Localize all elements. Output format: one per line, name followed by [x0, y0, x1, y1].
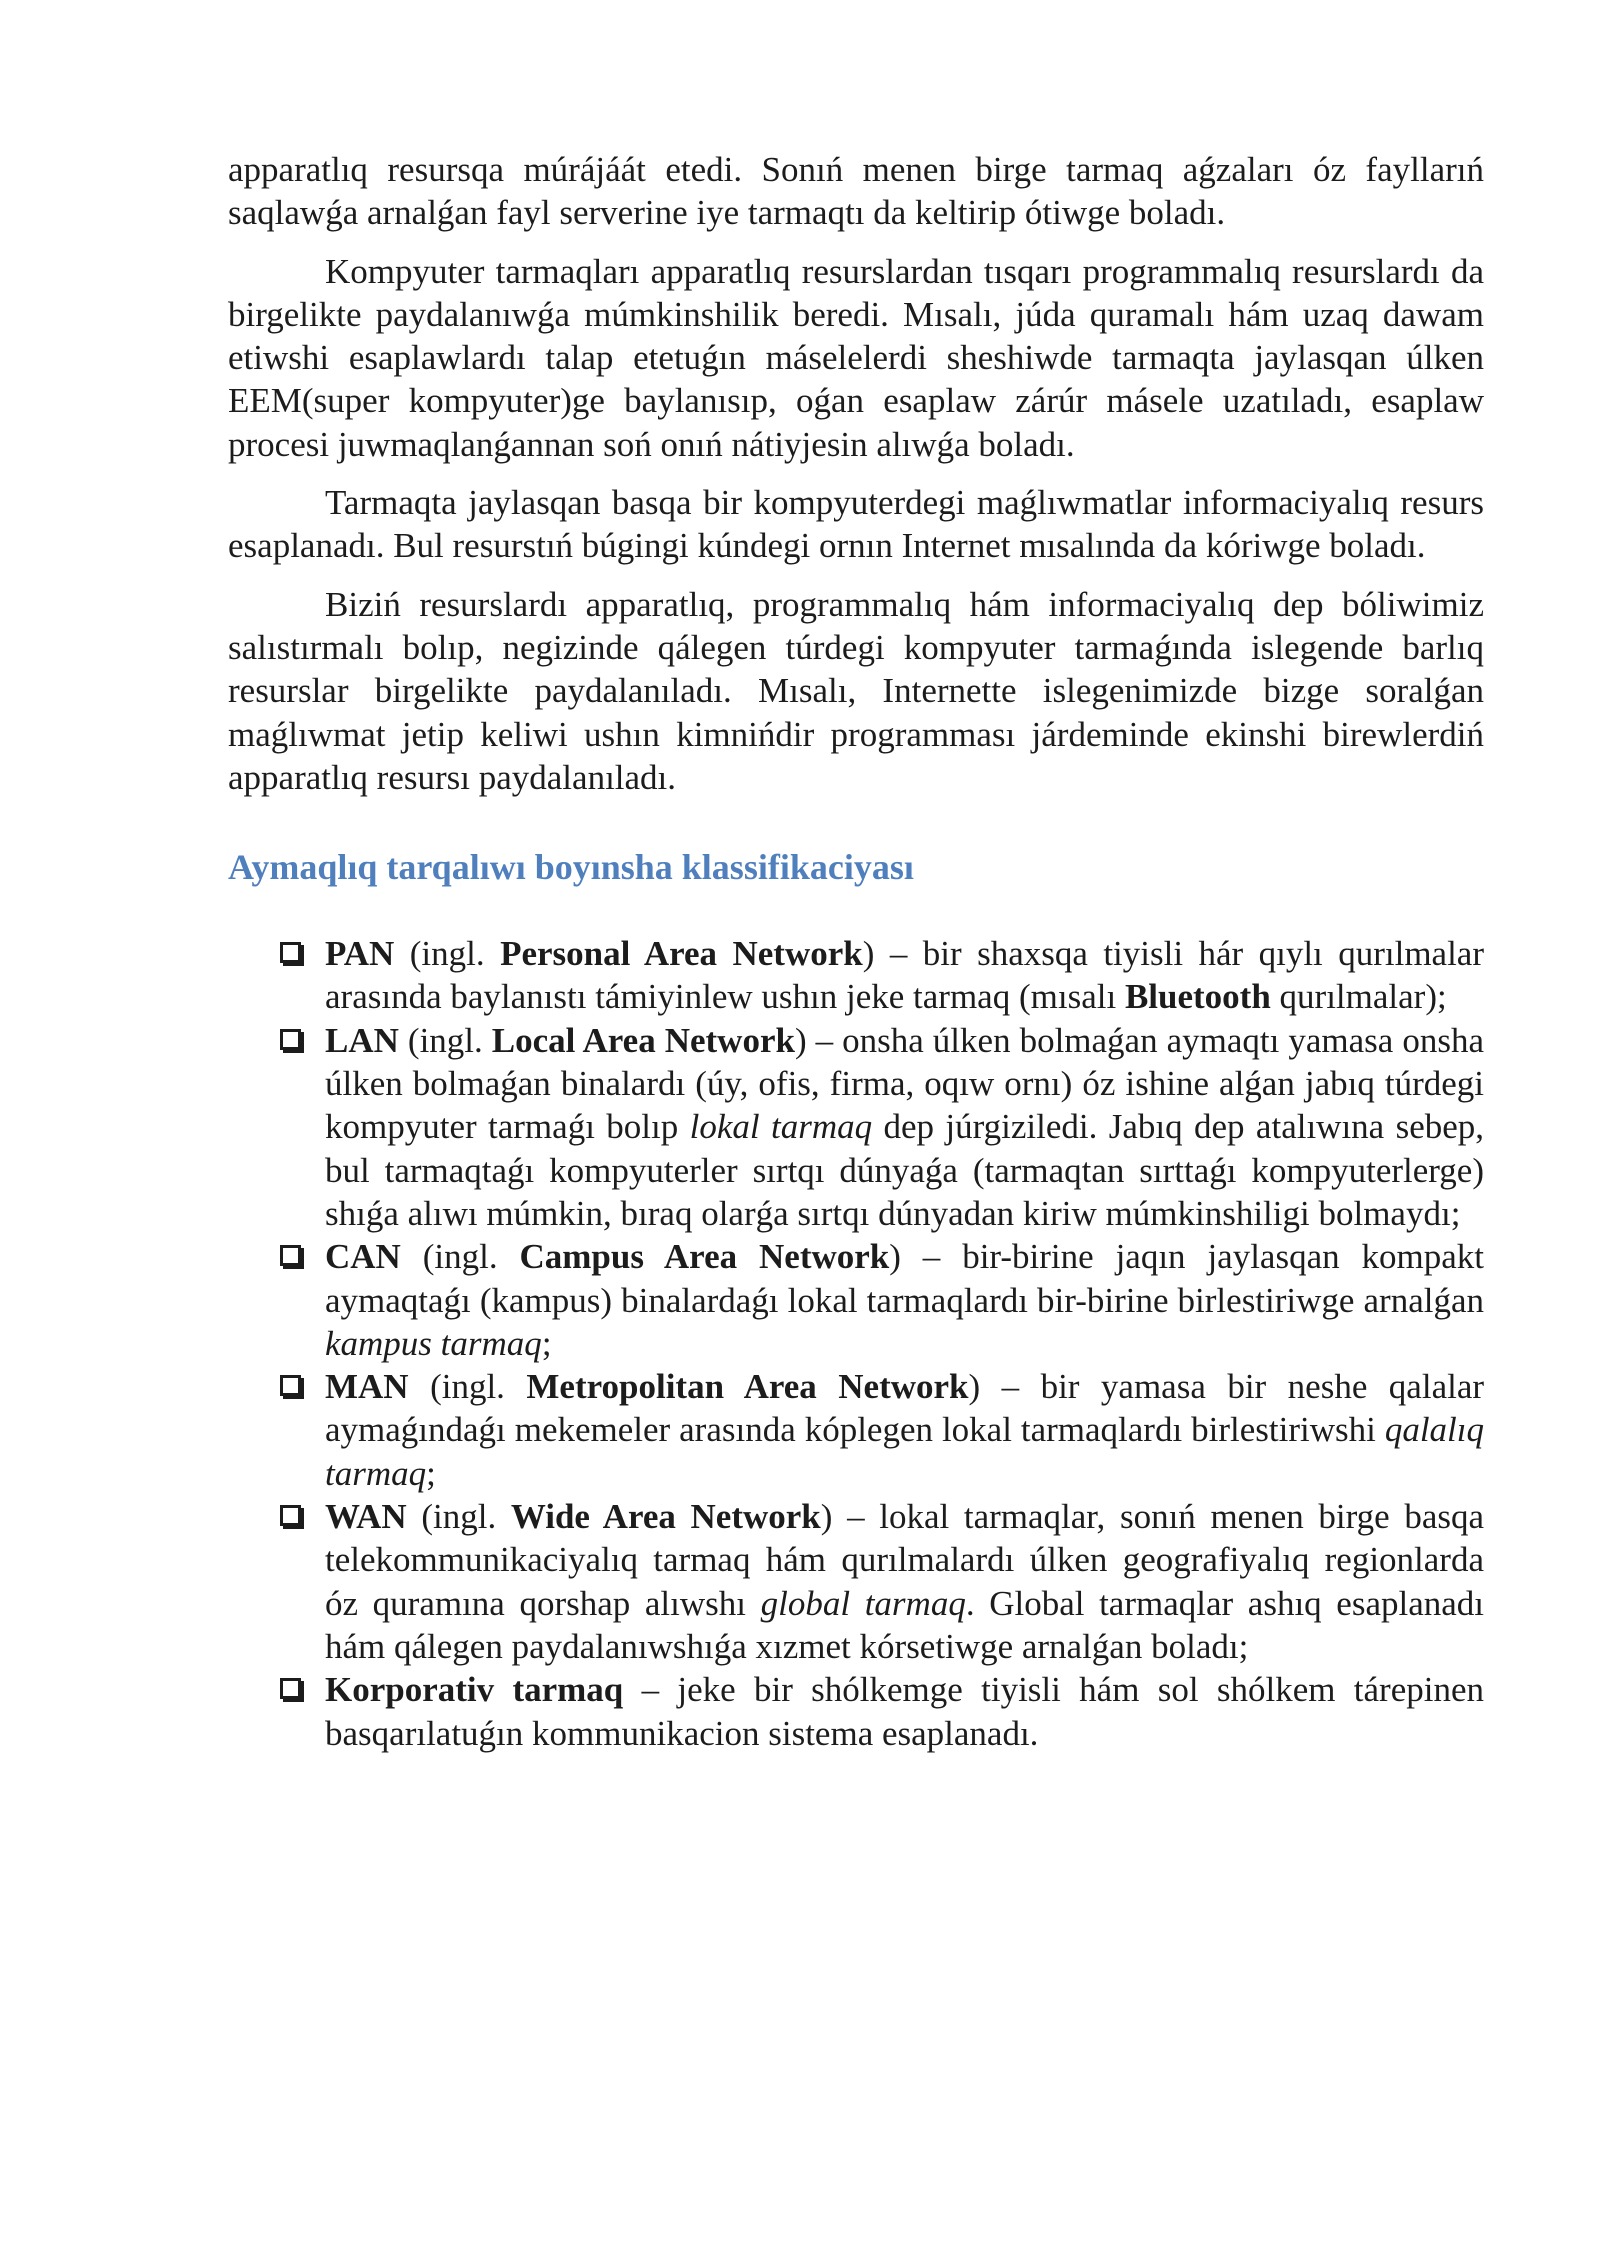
document-page: [228, 148, 1484, 1755]
term-full-name: Campus Area Network: [519, 1237, 890, 1277]
term-abbr: Korporativ tarmaq: [325, 1670, 624, 1710]
list-item-can: [228, 1235, 1484, 1365]
list-item-man: [228, 1365, 1484, 1495]
ingl-text: (ingl.: [409, 934, 485, 974]
list-item-lan: [228, 1019, 1484, 1235]
term-description: – jeke bir shólkemge tiyisli hám sol shólkem tárepinen basqarılatuǵın kommunikacion sistema esaplanadı.: [325, 1670, 1485, 1753]
term-full-name: Local Area Network: [491, 1020, 795, 1060]
term-description: ) – bir yamasa bir neshe qalalar aymaǵındaǵı mekemeler arasında kóplegen lokal tarmaqlardı birlestiriwshi: [325, 1367, 1485, 1450]
term-description: ) – bir-birine jaqın jaylasqan kompakt aymaqtaǵı (kampus) binalardaǵı lokal tarmaqlardı bir-birine birlestiriwge arnalǵan: [325, 1237, 1484, 1320]
term-full-name: Personal Area Network: [500, 934, 863, 974]
section-heading: Aymaqlıq tarqalıwı boyınsha klassifikaciyası: [228, 847, 914, 888]
list-item-corporate: [228, 1668, 1484, 1755]
term-description: dep júrgiziledi. Jabıq dep atalıwına sebep, bul tarmaqtaǵı kompyuterler sırtqı dúnyaǵa (tarmaqtan sırttaǵı kompyuterlerge) shıǵa alıwı múmkin, bıraq olarǵa sırtqı dúnyadan kiriw múmkinshiligi bolmaydı;: [325, 1107, 1485, 1233]
term-italic: lokal tarmaq: [689, 1107, 873, 1147]
term-description: ;: [541, 1323, 552, 1363]
term-abbr: CAN: [325, 1237, 401, 1277]
term-abbr: PAN: [325, 934, 395, 974]
term-description: ;: [426, 1453, 436, 1493]
list-item-wan: [228, 1495, 1484, 1668]
checkbox-square-icon: [280, 1245, 301, 1266]
checkbox-square-icon: [280, 1505, 301, 1526]
term-full-name: Wide Area Network: [510, 1497, 821, 1537]
term-italic: kampus tarmaq: [325, 1323, 542, 1363]
term-abbr: MAN: [325, 1367, 409, 1407]
term-full-name: Metropolitan Area Network: [526, 1367, 969, 1407]
body-paragraph: apparatlıq resursqa múrájáát etedi. Sonıń menen birge tarmaq aǵzaları óz fayllarıń saqlawǵa arnalǵan fayl serverine iye tarmaqtı da keltirip ótiwge boladı.: [228, 150, 1484, 233]
term-description: ) – bir shaxsqa tiyisli hár qıylı qurılmalar arasında baylanıstı támiyinlew ushın jeke tarmaq (mısalı: [325, 934, 1484, 1017]
ingl-text: (ingl.: [430, 1367, 505, 1407]
term-description: ) – onsha úlken bolmaǵan aymaqtı yamasa onsha úlken bolmaǵan binalardı (úy, ofis, firma, oqıw ornı) óz ishine alǵan jabıq túrdegi kompyuter tarmaǵı bolıp: [325, 1020, 1484, 1147]
term-italic: qalalıq tarmaq: [325, 1410, 1484, 1493]
term-abbr: LAN: [325, 1020, 399, 1060]
term-description: qurılmalar);: [1279, 977, 1447, 1017]
ingl-text: (ingl.: [407, 1020, 483, 1060]
body-paragraph: Kompyuter tarmaqları apparatlıq resurslardan tısqarı programmalıq resurslardı da birgelikte paydalanıwǵa múmkinshilik beredi. Mısalı, júda quramalı hám uzaq dawam etiwshi esaplawlardı talap etetuǵın máselelerdi sheshiwde tarmaqta jaylasqan úlken EEM(super kompyuter)ge baylanısıp, oǵan esaplaw zárúr másele uzatıladı, esaplaw procesi juwmaqlanǵannan soń onıń nátiyjesin alıwǵa boladı.: [228, 251, 1484, 464]
checkbox-square-icon: [280, 942, 301, 963]
term-abbr: WAN: [325, 1497, 407, 1537]
checkbox-square-icon: [280, 1375, 301, 1396]
list-item-pan: [228, 932, 1484, 1019]
checkbox-square-icon: [280, 1029, 301, 1050]
term-description: ) – lokal tarmaqlar, sonıń menen birge basqa telekommunikaciyalıq tarmaq hám qurılmalardı úlken geografiyalıq regionlarda óz quramına qorshap alıwshı: [325, 1497, 1485, 1623]
ingl-text: (ingl.: [421, 1497, 497, 1537]
term-bluetooth: Bluetooth: [1124, 977, 1271, 1017]
term-italic: global tarmaq: [760, 1583, 966, 1623]
checkbox-square-icon: [280, 1678, 301, 1699]
body-paragraph: Biziń resurslardı apparatlıq, programmalıq hám informaciyalıq dep bóliwimiz salıstırmalı bolıp, negizinde qálegen túrdegi kompyuter tarmaǵında islegende barlıq resurslar birgelikte paydalanıladı. Mısalı, Internette islegenimizde bizge soralǵan maǵlıwmat jetip keliwi ushın kimnińdir programması járdeminde ekinshi birewlerdiń apparatlıq resursı paydalanıladı.: [228, 584, 1484, 797]
ingl-text: (ingl.: [422, 1237, 498, 1277]
term-description: . Global tarmaqlar ashıq esaplanadı hám qálegen paydalanıwshıǵa xızmet kórsetiwge arnalǵan boladı;: [325, 1583, 1485, 1666]
classification-list: [228, 932, 1484, 1755]
body-paragraph: Tarmaqta jaylasqan basqa bir kompyuterdegi maǵlıwmatlar informaciyalıq resurs esaplanadı. Bul resurstıń búgingi kúndegi ornın Internet mısalında da kóriwge boladı.: [228, 483, 1484, 566]
